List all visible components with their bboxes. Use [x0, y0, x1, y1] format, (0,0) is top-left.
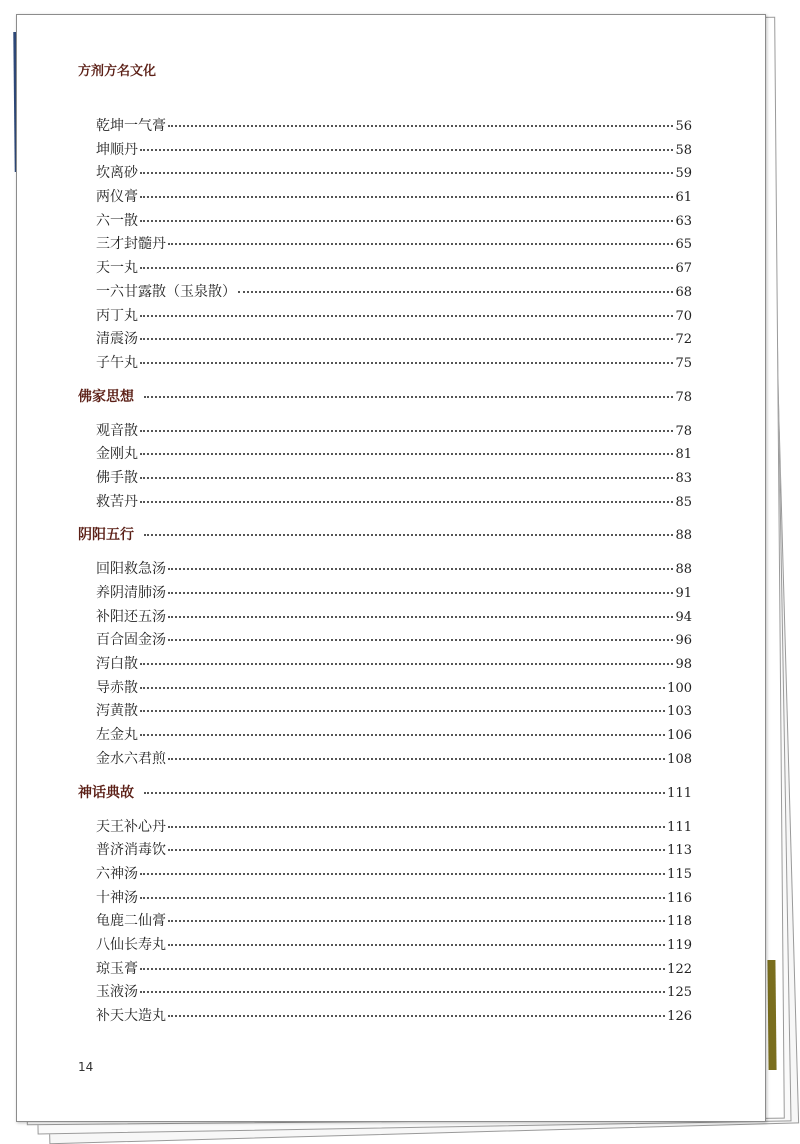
- toc-entry: [78, 352, 692, 376]
- dot-leader: [140, 968, 665, 970]
- toc-title: 百合固金汤: [96, 632, 166, 649]
- toc-entry: [78, 139, 692, 163]
- dot-leader: [140, 991, 665, 993]
- running-head: 方剂方名文化: [78, 64, 157, 79]
- toc-page-number: 96: [675, 633, 692, 649]
- dot-leader: [144, 396, 673, 398]
- toc-title: 泻黄散: [96, 703, 138, 720]
- toc-title: 佛家思想: [78, 388, 134, 405]
- toc-title: 两仪膏: [96, 189, 138, 206]
- toc-entry: [78, 653, 692, 677]
- dot-leader: [140, 362, 673, 364]
- toc-title: 三才封髓丹: [96, 236, 166, 253]
- toc-title: 补阳还五汤: [96, 608, 166, 625]
- toc-title: 救苦丹: [96, 493, 138, 510]
- toc-title: 清震汤: [96, 331, 138, 348]
- dot-leader: [168, 616, 673, 618]
- toc-title: 阴阳五行: [78, 527, 134, 544]
- toc-entry: [78, 305, 692, 329]
- dot-leader: [168, 592, 673, 594]
- dot-leader: [140, 220, 673, 222]
- toc-page-number: 88: [675, 528, 692, 544]
- toc-page-number: 111: [667, 785, 692, 801]
- toc-entry: [78, 467, 692, 491]
- toc-title: 六神汤: [96, 865, 138, 882]
- toc-entry: [78, 328, 692, 352]
- toc-title: 养阴清肺汤: [96, 585, 166, 601]
- toc-page-number: 116: [667, 890, 692, 906]
- toc-entry: [78, 257, 692, 281]
- cover-edge-olive: [767, 960, 776, 1070]
- toc-page-number: 75: [675, 355, 692, 371]
- toc-entry: [78, 281, 692, 305]
- toc-page-number: 125: [667, 985, 692, 1001]
- dot-leader: [168, 1015, 665, 1017]
- toc-page-number: 98: [675, 657, 692, 673]
- toc-entry: [78, 558, 692, 582]
- dot-leader: [168, 944, 665, 946]
- toc-entry: [78, 700, 692, 724]
- toc-entry: [78, 186, 692, 210]
- toc-section-heading: [78, 782, 692, 806]
- dot-leader: [140, 501, 673, 503]
- toc-entry: [78, 1005, 692, 1029]
- dot-leader: [144, 792, 665, 794]
- toc-entry: [78, 958, 692, 982]
- dot-leader: [168, 758, 665, 760]
- toc-entry: [78, 582, 692, 606]
- toc-page-number: 126: [667, 1009, 692, 1024]
- toc-title: 补天大造丸: [96, 1008, 166, 1024]
- dot-leader: [168, 826, 665, 828]
- dot-leader: [140, 477, 673, 479]
- toc-title: 金水六君煎: [96, 750, 166, 767]
- toc-page-number: 118: [667, 914, 692, 930]
- dot-leader: [140, 172, 673, 174]
- toc-page-number: 122: [667, 961, 692, 977]
- toc-entry: [78, 210, 692, 234]
- toc-title: 一六甘露散（玉泉散）: [96, 283, 236, 300]
- dot-leader: [168, 849, 665, 851]
- dot-leader: [140, 196, 673, 198]
- toc-entry: [78, 839, 692, 863]
- toc-entry: [78, 629, 692, 653]
- dot-leader: [168, 920, 665, 922]
- toc-page-number: 56: [675, 119, 692, 134]
- toc-page-number: 85: [675, 494, 692, 510]
- toc-entry: [78, 910, 692, 934]
- dot-leader: [140, 149, 673, 151]
- toc-entry: [78, 233, 692, 257]
- toc-page-number: 78: [675, 389, 692, 405]
- toc-page-number: 72: [675, 332, 692, 348]
- toc-page-number: 91: [675, 586, 692, 601]
- toc-page-number: 115: [667, 866, 692, 882]
- toc-title: 观音散: [96, 422, 138, 439]
- toc-page-number: 58: [675, 142, 692, 158]
- toc-title: 神话典故: [78, 784, 134, 801]
- toc-title: 天一丸: [96, 260, 138, 277]
- toc-page-number: 67: [675, 261, 692, 277]
- toc-entry: [78, 443, 692, 467]
- toc-page-number: 108: [667, 751, 692, 767]
- toc-page-number: 111: [667, 819, 692, 835]
- toc-page-number: 113: [667, 843, 692, 859]
- toc-entry: [78, 816, 692, 840]
- toc-entry: [78, 934, 692, 958]
- dot-leader: [140, 663, 673, 665]
- toc-title: 左金丸: [96, 727, 138, 744]
- toc-entry: [78, 748, 692, 772]
- dot-leader: [140, 734, 665, 736]
- toc-page-number: 103: [667, 704, 692, 720]
- dot-leader: [140, 687, 665, 689]
- dot-leader: [140, 873, 665, 875]
- toc-page-number: 78: [675, 423, 692, 439]
- dot-leader: [140, 338, 673, 340]
- toc-entry: [78, 981, 692, 1005]
- toc-title: 六一散: [96, 212, 138, 229]
- toc-title: 玉液汤: [96, 984, 138, 1001]
- table-of-contents: [78, 115, 692, 1029]
- toc-entry: [78, 606, 692, 630]
- dot-leader: [140, 315, 673, 317]
- toc-page-number: 94: [675, 609, 692, 625]
- toc-page-number: 100: [667, 680, 692, 696]
- toc-title: 龟鹿二仙膏: [96, 913, 166, 930]
- toc-title: 丙丁丸: [96, 307, 138, 324]
- dot-leader: [144, 534, 673, 536]
- toc-title: 天王补心丹: [96, 818, 166, 835]
- toc-entry: [78, 863, 692, 887]
- toc-entry: [78, 115, 692, 139]
- toc-page-number: 59: [675, 166, 692, 182]
- toc-title: 坎离砂: [96, 165, 138, 182]
- toc-page-number: 106: [667, 728, 692, 744]
- dot-leader: [238, 291, 673, 293]
- toc-section-heading: [78, 524, 692, 548]
- dot-leader: [140, 897, 665, 899]
- dot-leader: [168, 125, 673, 127]
- toc-title: 乾坤一气膏: [96, 118, 166, 134]
- dot-leader: [140, 710, 665, 712]
- toc-title: 八仙长寿丸: [96, 936, 166, 953]
- toc-page-number: 68: [675, 284, 692, 300]
- toc-title: 子午丸: [96, 354, 138, 371]
- toc-title: 十神汤: [96, 889, 138, 906]
- toc-title: 琼玉膏: [96, 960, 138, 977]
- toc-title: 金刚丸: [96, 446, 138, 463]
- toc-page-number: 88: [675, 562, 692, 578]
- toc-title: 坤顺丹: [96, 141, 138, 158]
- toc-entry: [78, 420, 692, 444]
- toc-page-number: 81: [675, 447, 692, 463]
- toc-page-number: 119: [667, 937, 692, 953]
- dot-leader: [168, 243, 673, 245]
- dot-leader: [168, 639, 673, 641]
- dot-leader: [140, 267, 673, 269]
- toc-title: 普济消毒饮: [96, 842, 166, 859]
- toc-page-number: 65: [675, 237, 692, 253]
- toc-entry: [78, 677, 692, 701]
- toc-title: 导赤散: [96, 679, 138, 696]
- toc-entry: [78, 491, 692, 515]
- dot-leader: [140, 430, 673, 432]
- dot-leader: [168, 568, 673, 570]
- toc-page-number: 83: [675, 470, 692, 486]
- toc-title: 佛手散: [96, 469, 138, 486]
- toc-page-number: 70: [675, 308, 692, 324]
- toc-entry: [78, 162, 692, 186]
- toc-title: 泻白散: [96, 656, 138, 673]
- toc-title: 回阳救急汤: [96, 561, 166, 578]
- page-number: 14: [78, 1060, 94, 1074]
- toc-entry: [78, 724, 692, 748]
- dot-leader: [140, 453, 673, 455]
- toc-entry: [78, 887, 692, 911]
- toc-page-number: 63: [675, 213, 692, 229]
- toc-page-number: 61: [675, 190, 692, 206]
- toc-section-heading: [78, 386, 692, 410]
